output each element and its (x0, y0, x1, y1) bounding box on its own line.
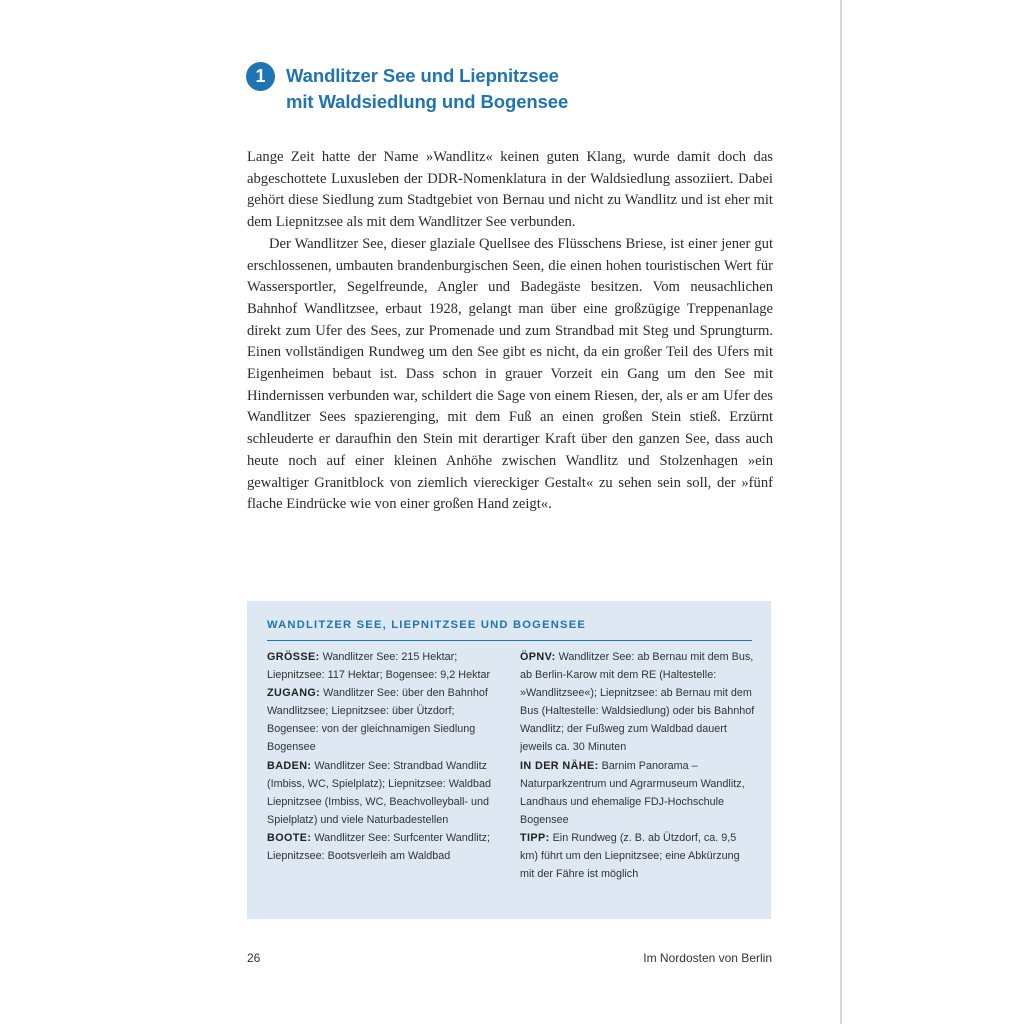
info-entry (520, 648, 756, 757)
info-label: ZUGANG: (267, 687, 321, 700)
running-footer: Im Nordosten von Berlin (643, 951, 772, 965)
info-text: Wandlitzer See: Surfcenter Wandlitz; Liepnitzsee: Bootsverleih am Waldbad (267, 831, 491, 863)
info-label: ÖPNV: (520, 651, 556, 663)
info-box (247, 601, 771, 919)
info-entry (520, 829, 756, 883)
info-box-title: WANDLITZER SEE, LIEPNITZSEE UND BOGENSEE (267, 619, 587, 631)
body-text (247, 147, 773, 516)
chapter-title (286, 63, 806, 115)
info-label: BADEN: (267, 759, 312, 772)
page-number: 26 (247, 951, 261, 965)
info-label: TIPP: (520, 831, 550, 844)
info-label: BOOTE: (267, 831, 312, 844)
chapter-title-line-1: Wandlitzer See und Liepnitzsee (286, 65, 559, 86)
info-text: Ein Rundweg (z. B. ab Ützdorf, ca. 9,5 km) führt um den Liepnitzsee; eine Abkürzung mit der Fähre ist möglich (520, 831, 740, 881)
info-entry (267, 648, 507, 684)
chapter-title-line-2: mit Waldsiedlung und Bogensee (286, 91, 569, 112)
info-text: Wandlitzer See: ab Bernau mit dem Bus, ab Berlin-Karow mit dem RE (Haltestelle: »Wandlitzsee«); Liepnitzsee: ab Bernau mit dem Bus (Haltestelle: Waldsiedlung) oder bis Bahnhof Wandlitz; der Fußweg zum Waldbad dauert jeweils ca. 30 Minuten (520, 651, 755, 754)
info-entry (267, 757, 507, 829)
info-column-left (267, 648, 507, 865)
page-edge (840, 0, 842, 1024)
info-label: GRÖSSE: (267, 651, 320, 663)
info-text: Barnim Panorama – Naturparkzentrum und Agrarmuseum Wandlitz, Landhaus und ehemalige FDJ-Hochschule Bogensee (520, 759, 745, 826)
info-label: IN DER NÄHE: (520, 759, 599, 772)
info-text: Wandlitzer See: 215 Hektar; Liepnitzsee: 117 Hektar; Bogensee: 9,2 Hektar (267, 651, 491, 682)
info-entry (267, 829, 507, 865)
info-column-right (520, 648, 756, 883)
page-background-right (842, 0, 1024, 1024)
paragraph: Der Wandlitzer See, dieser glaziale Quellsee des Flüsschens Briese, ist einer jener gut erschlossenen, umbauten brandenburgischen Seen, die einen hohen touristischen Wert für Wassersportler, Segelfreunde, Angler und Badegäste besitzen. Vom neusachlichen Bahnhof Wandlitzsee, erbaut 1928, gelangt man über eine großzügige Treppenanlage direkt zum Ufer des Sees, zur Promenade und zum Strandbad mit Steg und Sprungturm. Einen vollständigen Rundweg um den See gibt es nicht, da ein großer Teil des Ufers mit Eigenheimen bebaut ist. Dass schon in grauer Vorzeit ein Gang um den See mit Hindernissen verbunden war, schildert die Sage von einem Riesen, der, als er am Ufer des Wandlitzer Sees spazierenging, mit dem Fuß an einen großen Stein stieß. Erzürnt schleuderte er daraufhin den Stein mit derartiger Kraft über den ganzen See, dass auch heute noch auf einer kleinen Anhöhe zwischen Wandlitz und Stolzenhagen »ein gewaltiger Granitblock von ziemlich viereckiger Gestalt« zu sehen sein soll, der »fünf flache Eindrücke wie von einer großen Hand zeigt«. (247, 235, 773, 513)
info-box-rule (267, 640, 752, 641)
chapter-number-badge: 1 (246, 62, 275, 91)
info-entry (520, 757, 756, 829)
paragraph: Lange Zeit hatte der Name »Wandlitz« keinen guten Klang, wurde damit doch das abgeschottete Luxusleben der DDR-Nomenklatura in der Waldsiedlung assoziiert. Dabei gehört diese Siedlung zum Stadtgebiet von Bernau und nicht zu Wandlitz und ist eher mit dem Liepnitzsee als mit dem Wandlitzer See verbunden. (247, 149, 773, 231)
info-entry (267, 684, 507, 756)
info-text: Wandlitzer See: über den Bahnhof Wandlitzsee; Liepnitzsee: über Ützdorf; Bogensee: von der gleichnamigen Siedlung Bogensee (267, 687, 488, 754)
info-text: Wandlitzer See: Strandbad Wandlitz (Imbiss, WC, Spielplatz); Liepnitzsee: Waldbad Liepnitzsee (Imbiss, WC, Beachvolleyball- und Spielplatz) und viele Naturbadestellen (267, 759, 492, 826)
